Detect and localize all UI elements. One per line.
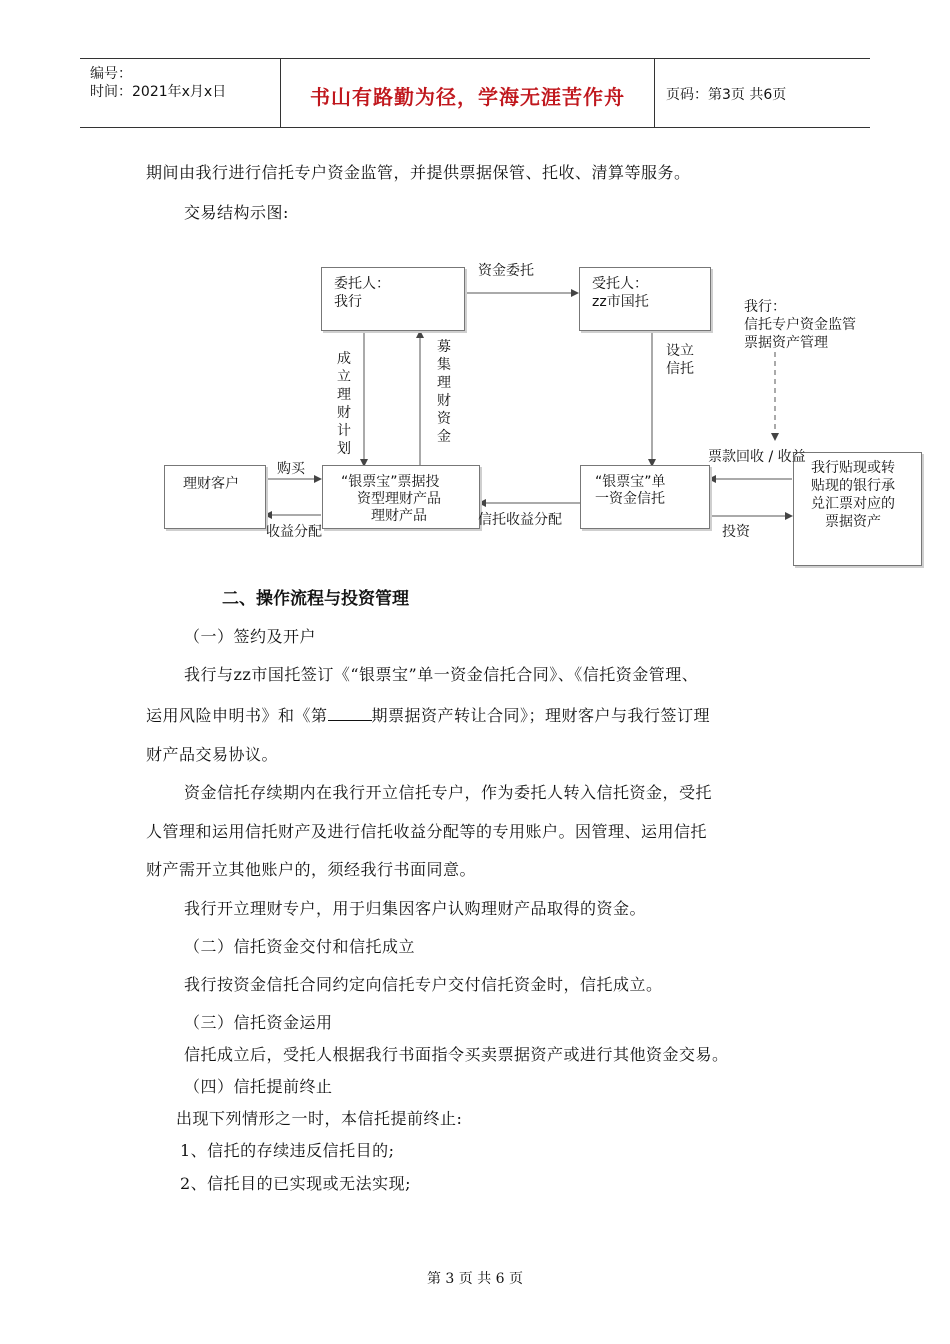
label-fund-entrust: 资金委托 xyxy=(478,263,534,279)
label-buy: 购买 xyxy=(277,461,305,477)
assets-line3: 兑汇票对应的 xyxy=(811,496,895,512)
product-line2: 资型理财产品 xyxy=(357,491,441,507)
label-collection: 票款回收 / 收益 xyxy=(708,449,806,465)
client-box xyxy=(164,465,266,529)
paragraph-2-line-3: 财产需开立其他账户的，须经我行书面同意。 xyxy=(146,860,477,879)
assets-box xyxy=(793,452,922,566)
page-header xyxy=(80,58,870,128)
list-item-1: 1、信托的存续违反信托目的; xyxy=(180,1141,395,1160)
trustee-title: 受托人： xyxy=(592,276,648,292)
paragraph-4: 我行按资金信托合同约定向信托专户交付信托资金时，信托成立。 xyxy=(184,975,663,994)
bank-note-supervision: 信托专户资金监管 xyxy=(744,317,856,333)
trust-box xyxy=(580,465,710,529)
document-number-label: 编号： xyxy=(90,66,132,82)
paragraph-1-line-2a: 运用风险申明书》和《第 xyxy=(146,706,328,725)
subsection-delivery: （二）信托资金交付和信托成立 xyxy=(184,937,416,956)
entrustor-title: 委托人： xyxy=(334,276,390,292)
header-meta-cell xyxy=(80,59,280,127)
transaction-structure-diagram xyxy=(0,250,950,580)
document-time-label: 时间：2021年x月x日 xyxy=(90,84,227,100)
entrustor-box xyxy=(321,267,465,331)
paragraph-5: 信托成立后，受托人根据我行书面指令买卖票据资产或进行其他资金交易。 xyxy=(184,1045,729,1064)
label-trust-income-distribution: 信托收益分配 xyxy=(478,512,562,528)
assets-line4: 票据资产 xyxy=(825,514,881,530)
subsection-utilization: （三）信托资金运用 xyxy=(184,1013,333,1032)
list-item-2: 2、信托目的已实现或无法实现; xyxy=(180,1174,412,1193)
paragraph-1-line-1: 我行与zz市国托签订《“银票宝”单一资金信托合同》、《信托资金管理、 xyxy=(184,665,699,684)
subsection-signing: （一）签约及开户 xyxy=(184,627,317,646)
paragraph-1-line-3: 财产品交易协议。 xyxy=(146,745,279,764)
trustee-box xyxy=(579,267,711,331)
blank-underline xyxy=(328,706,372,721)
trustee-name: zz市国托 xyxy=(592,294,649,310)
product-line3: 理财产品 xyxy=(371,508,427,524)
trust-line2: 一资金信托 xyxy=(595,491,665,507)
section-heading: 二、操作流程与投资管理 xyxy=(222,589,409,609)
label-set-trust-2: 信托 xyxy=(666,361,694,377)
product-box xyxy=(322,465,480,529)
diagram-caption: 交易结构示图: xyxy=(184,203,289,222)
bank-note-asset-management: 票据资产管理 xyxy=(744,335,828,351)
subsection-early-termination: （四）信托提前终止 xyxy=(184,1077,333,1096)
paragraph-3: 我行开立理财专户，用于归集因客户认购理财产品取得的资金。 xyxy=(184,899,647,918)
label-raise-funds: 募集理财资金 xyxy=(437,339,451,445)
paragraph-1-line-2 xyxy=(146,703,710,726)
entrustor-name: 我行 xyxy=(334,294,362,310)
intro-paragraph: 期间由我行进行信托专户资金监管，并提供票据保管、托收、清算等服务。 xyxy=(146,163,691,182)
header-motto: 书山有路勤为径，学海无涯苦作舟 xyxy=(310,85,625,109)
header-motto-cell xyxy=(280,59,655,127)
paragraph-2-line-1: 资金信托存续期内在我行开立信托专户，作为委托人转入信托资金，受托 xyxy=(184,783,713,802)
product-line1: “银票宝”票据投 xyxy=(341,474,440,490)
page-footer: 第 3 页 共 6 页 xyxy=(426,1271,524,1287)
client-label: 理财客户 xyxy=(183,476,239,492)
header-page-number: 页码：第3页 共6页 xyxy=(666,87,787,103)
label-establish-plan: 成立理财计划 xyxy=(337,351,351,457)
header-page-cell xyxy=(654,59,870,127)
paragraph-1-line-2b: 期票据资产转让合同》；理财客户与我行签订理 xyxy=(371,706,711,725)
label-income-distribution: 收益分配 xyxy=(266,524,322,540)
assets-line2: 贴现的银行承 xyxy=(811,478,895,494)
label-set-trust-1: 设立 xyxy=(666,343,694,359)
paragraph-6: 出现下列情形之一时，本信托提前终止: xyxy=(176,1109,463,1128)
label-invest: 投资 xyxy=(722,524,750,540)
trust-line1: “银票宝”单 xyxy=(595,474,666,490)
assets-line1: 我行贴现或转 xyxy=(811,460,895,476)
bank-note-title: 我行： xyxy=(744,299,786,315)
paragraph-2-line-2: 人管理和运用信托财产及进行信托收益分配等的专用账户。因管理、运用信托 xyxy=(146,822,708,841)
